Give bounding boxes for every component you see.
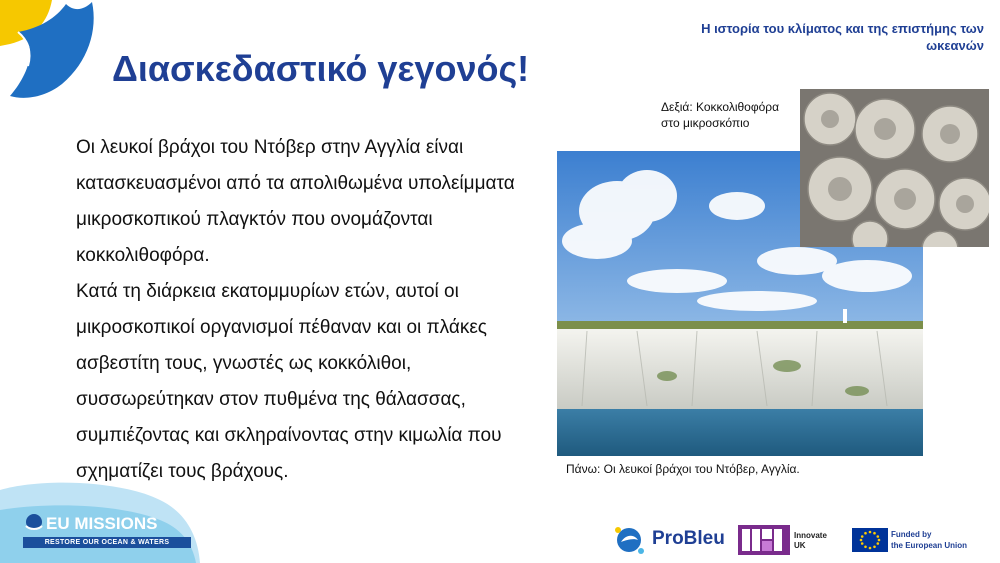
eu-funded-line: the European Union [891, 541, 967, 550]
course-title-line: ωκεανών [926, 38, 984, 53]
text-line: ασβεστίτη τους, γνωστές ως κοκκόλιθοι, [76, 353, 412, 374]
text-line: σχηματίζει τους βράχους. [76, 461, 289, 482]
eu-missions-title: EU MISSIONS [46, 514, 158, 533]
eu-funded-text [891, 529, 991, 551]
text-line: μικροσκοπικοί οργανισμοί πέθαναν και οι πλάκες [76, 317, 487, 338]
slide-title: Διασκεδαστικό γεγονός! [112, 48, 530, 89]
eu-flag-icon [852, 528, 888, 552]
paragraph-1 [76, 130, 546, 274]
innovate-uk-text [794, 531, 838, 551]
eu-missions-subtitle: RESTORE OUR OCEAN & WATERS [23, 537, 191, 548]
probleu-text: ProBleu [652, 528, 725, 549]
text-line: κοκκολιθοφόρα. [76, 245, 210, 266]
text-line: συσσωρεύτηκαν στον πυθμένα της θάλασσας, [76, 389, 466, 410]
text-line: Οι λευκοί βράχοι του Ντόβερ στην Αγγλία είναι [76, 137, 464, 158]
eu-funded-line: Funded by [891, 530, 932, 539]
logo-leaf-icon [0, 0, 100, 100]
probleu-logo-icon [612, 524, 646, 556]
innovate-uk-logo [738, 525, 838, 555]
coccolithophore-photo [800, 89, 989, 247]
text-line: συμπιέζοντας και σκληραίνοντας στην κιμωλία που [76, 425, 502, 446]
text-line: μικροσκοπικού πλαγκτόν που ονομάζονται [76, 209, 433, 230]
text-line: κατασκευασμένοι από τα απολιθωμένα υπολείμματα [76, 173, 515, 194]
course-title-line: Η ιστορία του κλίματος και της επιστήμης των [701, 21, 984, 36]
probleu-logo [612, 524, 725, 556]
ukri-line: UK [794, 541, 806, 550]
body-text [76, 130, 546, 490]
caption-line: Δεξιά: Κοκκολιθοφόρα [661, 100, 780, 114]
text-line: Κατά τη διάρκεια εκατομμυρίων ετών, αυτοί οι [76, 281, 459, 302]
paragraph-2 [76, 274, 546, 490]
caption-line: στο μικροσκόπιο [661, 116, 750, 130]
eu-missions-logo [0, 480, 200, 563]
ukri-line: Innovate [794, 531, 827, 540]
eu-funded-logo [852, 528, 992, 553]
caption-cliffs: Πάνω: Οι λευκοί βράχοι του Ντόβερ, Αγγλία. [566, 462, 800, 476]
course-title [624, 20, 984, 54]
ukri-logo-icon [738, 525, 790, 555]
caption-coccolithophores [661, 99, 801, 131]
